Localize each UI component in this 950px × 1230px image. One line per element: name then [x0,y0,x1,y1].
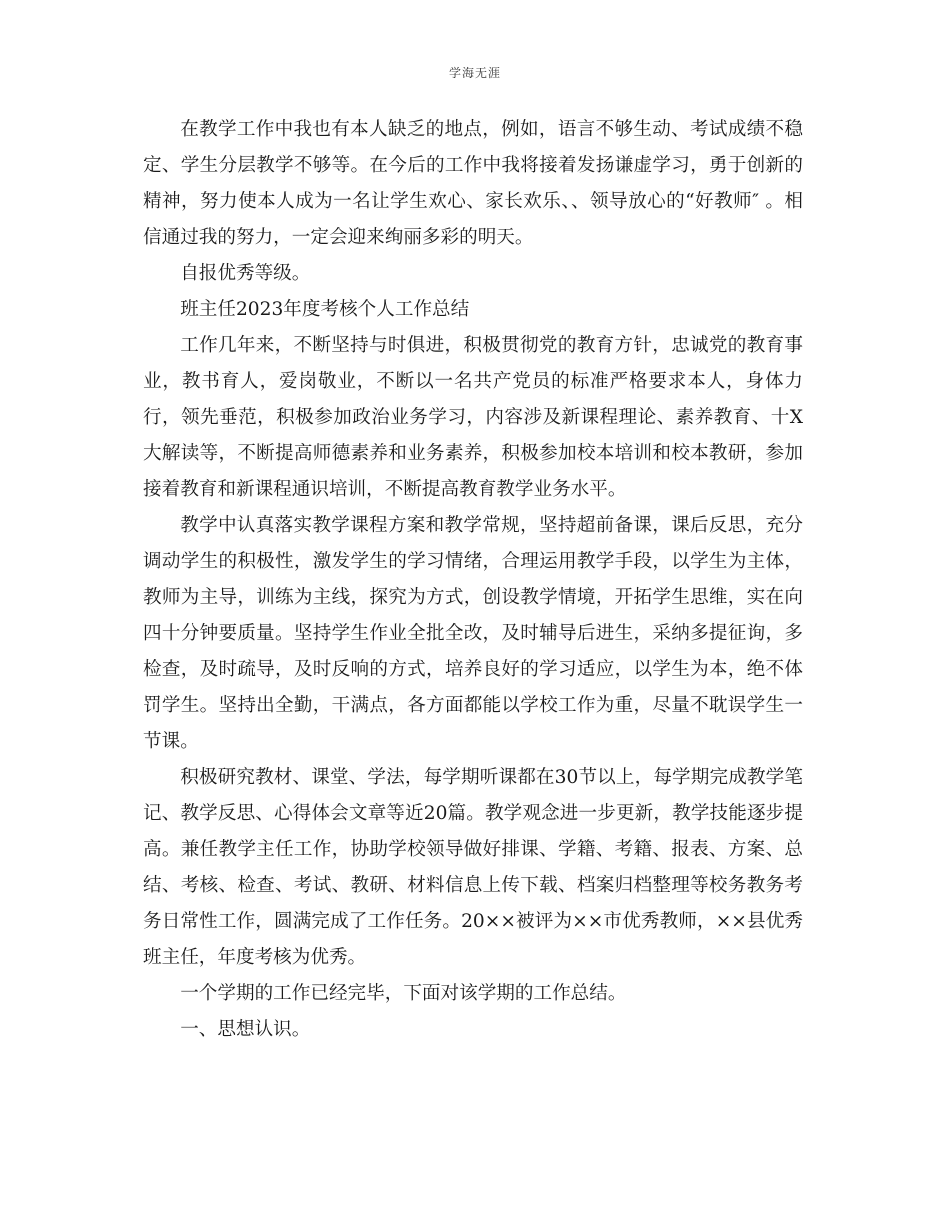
page-header: 学海无涯 [448,66,501,80]
heading-ideology: 一、思想认识。 [180,1019,311,1040]
paragraph-shortcomings: 在教学工作中我也有本人缺乏的地点，例如，语言不够生动、考试成绩不稳定、学生分层教学不够等。在今后的工作中我将接着发扬谦虚学习，勇于创新的精神，努力使本人成为一名让学生欢心、家长欢乐、、领导放心的“好教师″ 。相信通过我的努力，一定会迎来绚丽多彩的明天。 [143,119,803,248]
section-title: 班主任2023年度考核个人工作总结 [180,299,470,320]
paragraph-work-attitude: 工作几年来，不断坚持与时俱进，积极贯彻党的教育方针，忠诚党的教育事业，教书育人，爱岗敬业，不断以一名共产党员的标准严格要求本人，身体力行，领先垂范，积极参加政治业务学习，内容涉及新课程理论、素养教育、十X大解读等，不断提高师德素养和业务素养，积极参加校本培训和校本教研，参加接着教育和新课程通识培训，不断提高教育教学业务水平。 [143,335,803,500]
paragraph-teaching: 教学中认真落实教学课程方案和教学常规，坚持超前备课，课后反思，充分调动学生的积极性，激发学生的学习情绪，合理运用教学手段，以学生为主体，教师为主导，训练为主线，探究为方式，创设教学情境，开拓学生思维，实在向四十分钟要质量。坚持学生作业全批全改，及时辅导后进生，采纳多提征询，多检查，及时疏导，及时反响的方式，培养良好的学习适应，以学生为本，绝不体罚学生。坚持出全勤，干满点，各方面都能以学校工作为重，尽量不耽误学生一节课。 [143,515,803,752]
paragraph-self-rating: 自报优秀等级。 [180,263,311,284]
document-body [143,112,803,1048]
paragraph-semester-summary: 一个学期的工作已经完毕，下面对该学期的工作总结。 [180,983,627,1004]
paragraph-research: 积极研究教材、课堂、学法，每学期听课都在30节以上，每学期完成教学笔记、教学反思、心得体会文章等近20篇。教学观念进一步更新，教学技能逐步提高。兼任教学主任工作，协助学校领导做好排课、学籍、考籍、报表、方案、总结、考核、检查、考试、教研、材料信息上传下载、档案归档整理等校务教务考务日常性工作，圆满完成了工作任务。20××被评为××市优秀教师，××县优秀班主任，年度考核为优秀。 [143,767,803,968]
